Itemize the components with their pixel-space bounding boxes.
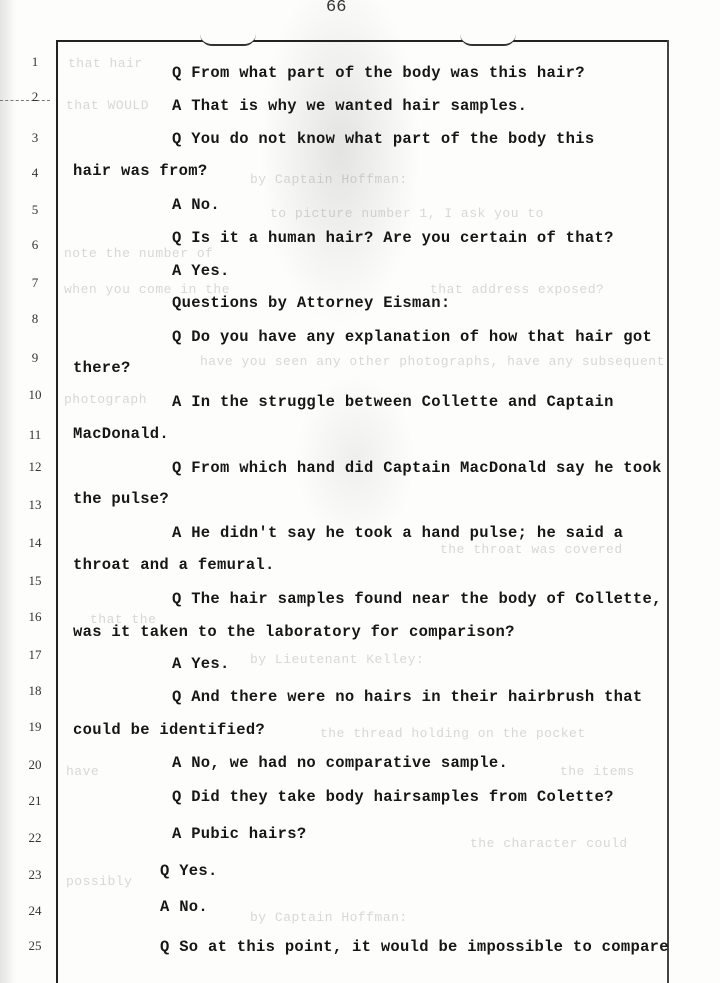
transcript-line: A That is why we wanted hair samples. — [172, 97, 528, 115]
transcript-line: Q And there were no hairs in their hairbrush that — [172, 688, 643, 706]
line-number: 6 — [31, 237, 39, 252]
line-number: 3 — [31, 130, 39, 145]
transcript-line: A Pubic hairs? — [172, 825, 307, 843]
line-number: 10 — [28, 387, 42, 402]
line-number: 25 — [28, 938, 42, 953]
transcript-line: Q You do not know what part of the body this — [172, 130, 595, 148]
line-number: 23 — [28, 867, 42, 882]
transcript-line: Q Is it a human hair? Are you certain of that? — [172, 229, 614, 247]
transcript-line: hair was from? — [73, 162, 208, 180]
bleed-through-text: have you seen any other photographs, have any subsequent — [200, 354, 665, 369]
transcript-line: Q Did they take body hairsamples from Colette? — [172, 788, 614, 806]
frame-right-rule — [667, 40, 669, 983]
line-number: 19 — [28, 719, 42, 734]
line-number: 17 — [28, 647, 42, 662]
bleed-through-text: that hair — [68, 56, 143, 71]
transcript-line: throat and a femural. — [73, 556, 275, 574]
transcript-line: A No. — [160, 898, 209, 916]
transcript-line: Q So at this point, it would be impossible to compare — [160, 938, 669, 956]
line-number: 21 — [28, 793, 42, 808]
bleed-through-text: by Captain Hoffman: — [250, 910, 408, 925]
transcript-line: could be identified? — [73, 721, 266, 739]
bleed-through-text: have — [66, 764, 100, 779]
transcript-line: Q From which hand did Captain MacDonald say he took — [172, 459, 662, 477]
transcript-line: Q Do you have any explanation of how that hair got — [172, 328, 653, 346]
bleed-through-text: by Lieutenant Kelley: — [250, 652, 425, 667]
transcript-line: A No. — [172, 196, 221, 214]
line-number: 4 — [31, 165, 39, 180]
frame-left-rule — [56, 40, 58, 983]
bleed-through-text: when you come in the — [64, 282, 231, 297]
line-number: 16 — [28, 609, 42, 624]
line-number: 1 — [31, 54, 39, 69]
line-number: 2 — [31, 89, 39, 104]
line-number: 14 — [28, 535, 42, 550]
transcript-line: the pulse? — [73, 490, 170, 508]
bleed-through-text: the throat was covered — [440, 542, 623, 557]
binding-notch — [460, 34, 516, 46]
transcript-line: Q From what part of the body was this hair? — [172, 64, 585, 82]
bleed-through-text: that WOULD — [66, 98, 150, 113]
line-number: 11 — [28, 427, 42, 442]
line-number: 7 — [31, 275, 39, 290]
transcript-line: Q The hair samples found near the body of Collette, — [172, 590, 662, 608]
transcript-line: was it taken to the laboratory for comparison? — [73, 623, 515, 641]
bleed-through-text: to picture number 1, I ask you to — [270, 206, 544, 221]
bleed-through-text: possibly — [66, 874, 133, 889]
transcript-line: A Yes. — [172, 655, 230, 673]
line-number: 20 — [28, 757, 42, 772]
bleed-through-text: the character could — [470, 836, 628, 851]
transcript-line: A He didn't say he took a hand pulse; he said a — [172, 524, 624, 542]
transcript-line: there? — [73, 359, 131, 377]
line-number: 18 — [28, 683, 42, 698]
scan-edge-shadow — [0, 0, 16, 983]
line-number: 15 — [28, 573, 42, 588]
bleed-through-text: the items — [560, 764, 635, 779]
line-number: 8 — [31, 311, 39, 326]
line-number: 22 — [28, 830, 42, 845]
bleed-through-text: photograph — [64, 392, 148, 407]
transcript-line: A No, we had no comparative sample. — [172, 754, 509, 772]
page-number: 66 — [326, 0, 347, 17]
line-number: 13 — [28, 497, 42, 512]
transcript-line: A In the struggle between Collette and Captain — [172, 393, 614, 411]
transcript-line: Q Yes. — [160, 862, 218, 880]
bleed-through-text: by Captain Hoffman: — [250, 172, 408, 187]
transcript-line: Questions by Attorney Eisman: — [172, 294, 451, 312]
line-number: 9 — [31, 350, 39, 365]
line-number: 5 — [31, 202, 39, 217]
transcript-line: MacDonald. — [73, 425, 170, 443]
binding-notch — [200, 34, 256, 46]
line-number: 24 — [28, 903, 42, 918]
bleed-through-text: note the number of — [64, 246, 214, 261]
transcript-line: A Yes. — [172, 262, 230, 280]
frame-top-rule — [56, 40, 668, 42]
bleed-through-text: the thread holding on the pocket — [320, 726, 586, 741]
bleed-through-text: that address exposed? — [430, 282, 605, 297]
line-number: 12 — [28, 459, 42, 474]
bleed-through-text: that the — [90, 612, 157, 627]
